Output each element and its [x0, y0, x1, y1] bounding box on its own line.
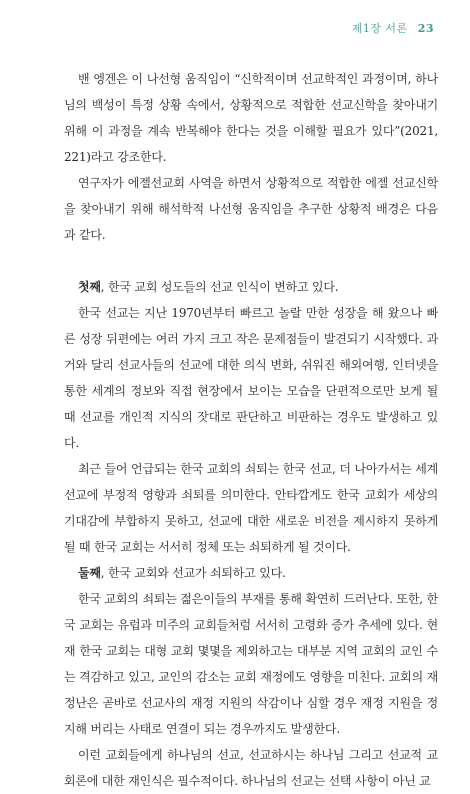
paragraph: 최근 들어 언급되는 한국 교회의 쇠퇴는 한국 선교, 더 나아가서는 세계 선교에 부정적 영향과 쇠퇴를 의미한다. 안타깝게도 한국 교회가 세상의 기대감에 부합하지 못하고, 선교에 대한 새로운 비전을 제시하지 못하게 될 때 한국 교회는 서서히 정체 또는 쇠퇴하게 될 것이다.	[64, 462, 438, 554]
running-header	[352, 20, 434, 36]
point-lead-second: 둘째	[78, 566, 101, 580]
section-point-first	[64, 274, 438, 300]
paragraph: 한국 선교는 지난 1970년부터 빠르고 놀랄 만한 성장을 해 왔으나 빠른 성장 뒤편에는 여러 가지 크고 작은 문제점들이 발견되기 시작했다. 과거와 달리 선교사들의 선교에 대한 의식 변화, 쉬워진 해외여행, 인터넷을 통한 세계의 정보와 직접 현장에서 보이는 모습을 단편적으로만 보게 될 때 선교를 개인적 지식의 잣대로 판단하고 비판하는 경우도 발생하고 있다.	[64, 306, 438, 450]
point-text-first: , 한국 교회 성도들의 선교 인식이 변하고 있다.	[100, 280, 339, 294]
page-number: 23	[417, 22, 434, 35]
paragraph: 이런 교회들에게 하나님의 선교, 선교하시는 하나님 그리고 선교적 교회론에 대한 재인식은 필수적이다. 하나님의 선교는 선택 사항이 아닌 교	[64, 748, 438, 788]
chapter-title: 제1장 서론	[351, 22, 408, 35]
point-text-second: , 한국 교회와 선교가 쇠퇴하고 있다.	[100, 566, 286, 580]
point-lead-first: 첫째	[78, 280, 101, 294]
section-point-second	[64, 560, 438, 586]
body-text	[64, 66, 438, 794]
paragraph: 밴 엥겐은 이 나선형 움직임이 “신학적이며 선교학적인 과정이며, 하나님의 백성이 특정 상황 속에서, 상황적으로 적합한 선교신학을 찾아내기 위해 이 과정을 계속 반복해야 한다는 것을 이해할 필요가 있다”(2021, 221)라고 강조한다.	[64, 72, 438, 164]
paragraph: 한국 교회의 쇠퇴는 젊은이들의 부재를 통해 확연히 드러난다. 또한, 한국 교회는 유럽과 미주의 교회들처럼 서서히 고령화 증가 추세에 있다. 현재 한국 교회는 대형 교회 몇몇을 제외하고는 대부분 지역 교회의 교인 수는 격감하고 있고, 교인의 감소는 교회 재정에도 영향을 미친다. 교회의 재정난은 곧바로 선교사의 재정 지원의 삭감이나 심할 경우 재정 지원을 정지해 버리는 사태로 연결이 되는 경우까지도 발생한다.	[64, 592, 438, 736]
paragraph: 연구자가 에젤선교회 사역을 하면서 상황적으로 적합한 에젤 선교신학을 찾아내기 위해 해석학적 나선형 움직임을 추구한 상황적 배경은 다음과 같다.	[64, 176, 438, 242]
